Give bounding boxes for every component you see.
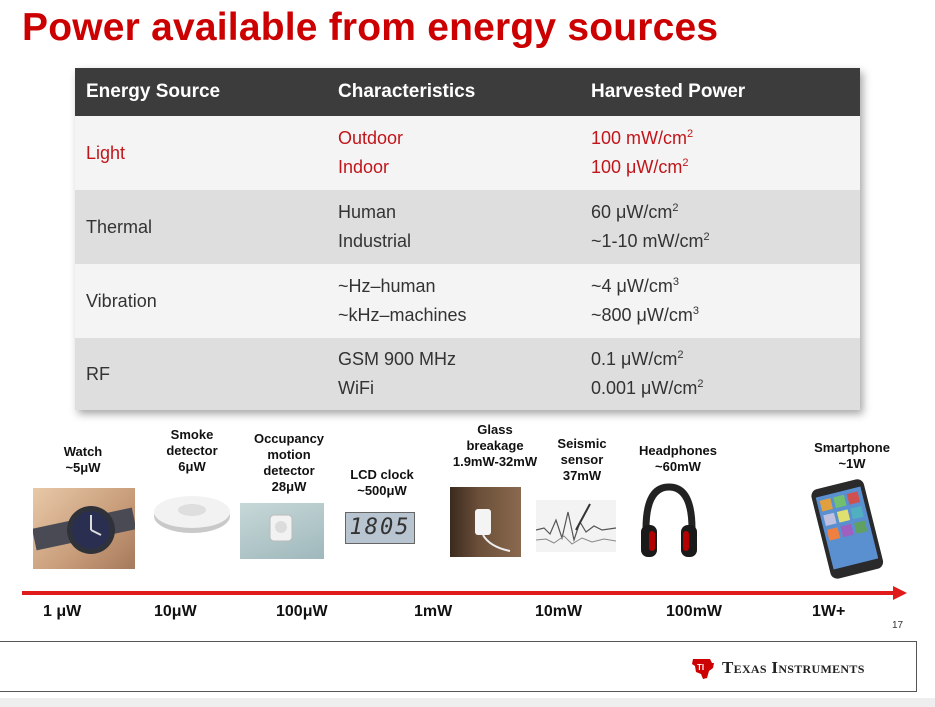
smartphone-image <box>806 475 888 581</box>
characteristics-cell <box>327 338 580 410</box>
axis-tick-10mw: 10mW <box>535 603 583 620</box>
source-cell: Vibration <box>75 264 327 338</box>
ti-logo-icon <box>690 655 716 681</box>
power-1: ~4 $\mu W/cm^3$ <box>591 276 680 296</box>
device-label-glass-breakage: Glass breakage 1.9mW-32mW <box>452 422 538 469</box>
brand-name: Texas Instruments <box>722 658 865 677</box>
characteristics-cell <box>327 190 580 264</box>
source-cell: RF <box>75 338 327 410</box>
headphones-image <box>638 481 700 563</box>
device-label-smoke-detector: Smoke detector 6μW <box>166 427 218 474</box>
axis-tick-100uw: 100μW <box>276 603 328 620</box>
source-cell: Thermal <box>75 190 327 264</box>
characteristic-1: Outdoor <box>338 128 404 148</box>
svg-text:TI: TI <box>697 663 705 672</box>
power-cell <box>580 190 860 264</box>
watch-image <box>33 488 135 569</box>
characteristic-1: ~Hz–human <box>338 276 436 296</box>
seismograph-icon <box>536 500 616 552</box>
source-cell: Light <box>75 116 327 190</box>
characteristic-1: Human <box>338 202 397 222</box>
power-cell <box>580 338 860 410</box>
device-label-seismic-sensor: Seismic sensor 37mW <box>557 436 607 483</box>
device-label-occupancy-detector: Occupancy motion detector 28μW <box>253 431 325 494</box>
table-row-rf <box>75 338 860 410</box>
power-axis-line <box>22 591 897 595</box>
column-header-characteristics: Characteristics <box>327 68 580 116</box>
power-1: 100 $mW/cm^2$ <box>591 128 694 148</box>
characteristic-2: ~kHz–machines <box>338 305 467 325</box>
lcd-display: 1805 <box>349 515 411 540</box>
bottom-strip <box>0 698 935 707</box>
power-2: ~800 $\mu W/cm^3$ <box>591 305 700 325</box>
smoke-detector-image <box>151 486 233 540</box>
column-header-harvested-power: Harvested Power <box>580 68 860 116</box>
power-cell <box>580 264 860 338</box>
table-header-row <box>75 68 860 116</box>
glass-sensor-icon <box>450 487 521 557</box>
smoke-detector-icon <box>151 486 233 540</box>
smartphone-icon <box>806 475 888 581</box>
glass-breakage-image <box>450 487 521 557</box>
seismic-sensor-image <box>536 500 616 552</box>
axis-arrow-icon <box>893 586 907 600</box>
axis-tick-1w: 1W+ <box>812 603 846 620</box>
table-row-thermal <box>75 190 860 264</box>
characteristic-2: WiFi <box>338 378 374 398</box>
axis-tick-1mw: 1mW <box>414 603 453 620</box>
texas-instruments-logo <box>690 655 865 681</box>
power-2: 0.001 $\mu W/cm^2$ <box>591 378 704 398</box>
power-1: 0.1 $\mu W/cm^2$ <box>591 349 684 369</box>
power-cell <box>580 116 860 190</box>
power-1: 60 $\mu W/cm^2$ <box>591 202 679 222</box>
characteristic-2: Indoor <box>338 157 390 177</box>
axis-tick-10uw: 10μW <box>154 603 197 620</box>
power-2: ~1-10 $mW/cm^2$ <box>591 231 710 251</box>
power-2: 100 $\mu W/cm^2$ <box>591 157 689 177</box>
device-label-watch: Watch ~5μW <box>63 444 103 475</box>
table-row-vibration <box>75 264 860 338</box>
characteristic-1: GSM 900 MHz <box>338 349 457 369</box>
characteristics-cell <box>327 116 580 190</box>
table-row-light <box>75 116 860 190</box>
device-label-headphones: Headphones ~60mW <box>638 443 717 474</box>
slide-title: Power available from energy sources <box>22 6 719 49</box>
column-header-energy-source: Energy Source <box>75 68 327 116</box>
characteristic-2: Industrial <box>338 231 412 251</box>
device-label-lcd-clock: LCD clock ~500μW <box>350 467 414 498</box>
occupancy-detector-image <box>240 503 324 559</box>
headphones-icon <box>638 481 700 563</box>
lcd-clock-image <box>345 512 415 544</box>
axis-tick-1uw: 1 μW <box>43 603 82 620</box>
device-label-smartphone: Smartphone ~1W <box>814 440 890 471</box>
characteristics-cell <box>327 264 580 338</box>
watch-icon <box>33 488 135 569</box>
axis-tick-100mw: 100mW <box>666 603 723 620</box>
energy-table <box>75 68 860 410</box>
page-number: 17 <box>892 620 904 631</box>
motion-sensor-icon <box>240 503 324 559</box>
